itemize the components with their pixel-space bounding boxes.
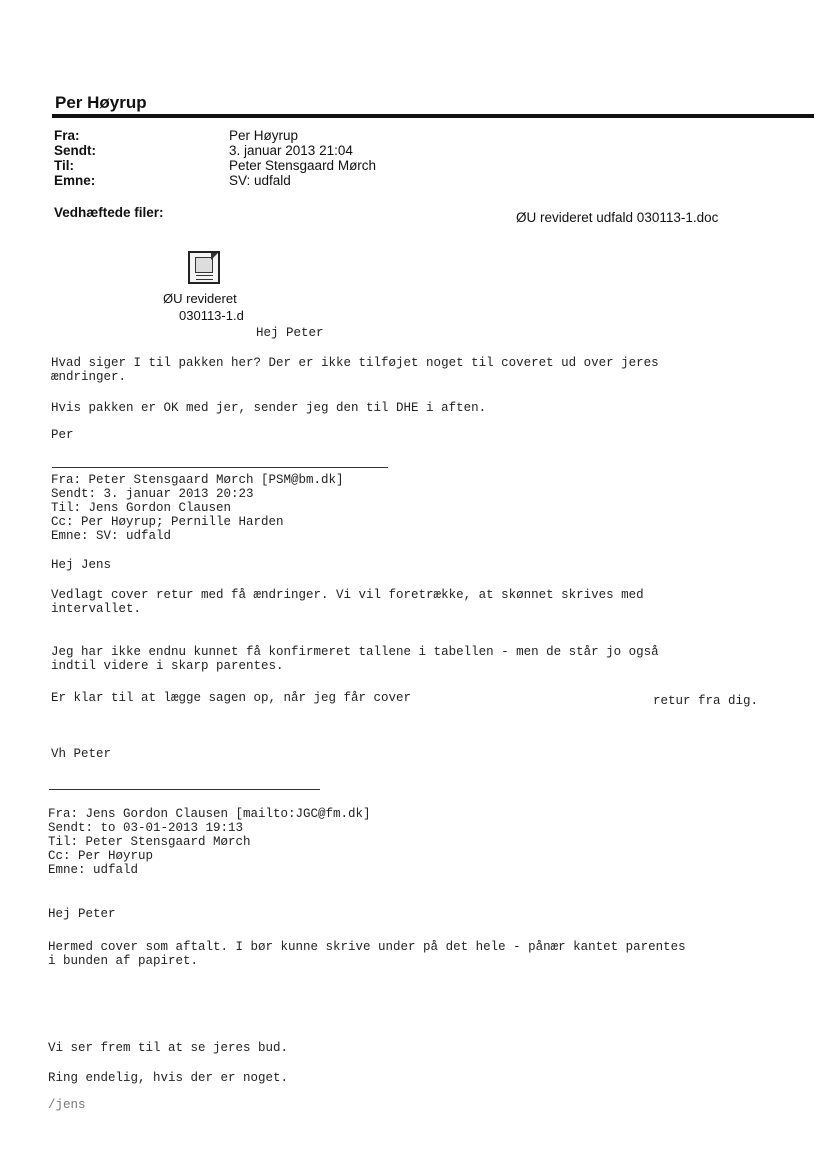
sender-name-title: Per Høyrup [55,93,147,112]
quote1-subject: Emne: SV: udfald [51,529,172,543]
message1-line1: Hvad siger I til pakken her? Der er ikke tilføjet noget til coveret ud over jeres [51,356,659,370]
message1-line3: Hvis pakken er OK med jer, sender jeg den til DHE i aften. [51,401,487,415]
quote1-p3-part1: Er klar til at lægge sagen op, når jeg får cover [51,691,412,705]
quote1-p3-part2: retur fra dig. [653,694,759,708]
quote1-greeting: Hej Jens [51,558,112,572]
quote2-signature: /jens [48,1098,86,1112]
attachment-filename[interactable]: ØU revideret udfald 030113-1.doc [516,210,719,225]
to-value: Peter Stensgaard Mørch [229,158,377,173]
quote1-p1-line1: Vedlagt cover retur med få ændringer. Vi vil foretrække, at skønnet skrives med [51,588,644,602]
quote2-p2: Vi ser frem til at se jeres bud. [48,1041,289,1055]
from-label: Fra: [54,128,80,143]
sent-label: Sendt: [54,143,96,158]
quote1-cc: Cc: Per Høyrup; Pernille Harden [51,515,284,529]
to-label: Til: [54,158,74,173]
subject-value: SV: udfald [229,173,291,188]
quote1-sent: Sendt: 3. januar 2013 20:23 [51,487,254,501]
title-rule [52,114,814,118]
quote2-to: Til: Peter Stensgaard Mørch [48,835,251,849]
quote2-p3: Ring endelig, hvis der er noget. [48,1071,289,1085]
word-document-icon[interactable] [188,251,220,284]
attachment-caption-line1: ØU revideret [163,291,237,306]
quote1-from: Fra: Peter Stensgaard Mørch [PSM@bm.dk] [51,473,344,487]
quote1-to: Til: Jens Gordon Clausen [51,501,232,515]
sent-value: 3. januar 2013 21:04 [229,143,353,158]
quote2-p1-line1: Hermed cover som aftalt. I bør kunne skrive under på det hele - pånær kantet parentes [48,940,686,954]
quote1-p2-line1: Jeg har ikke endnu kunnet få konfirmeret tallene i tabellen - men de står jo også [51,645,659,659]
quote2-p1-line2: i bunden af papiret. [48,954,199,968]
quote1-signature: Vh Peter [51,747,112,761]
quote2-subject: Emne: udfald [48,863,139,877]
quote2-greeting: Hej Peter [48,907,116,921]
attachments-label: Vedhæftede filer: [54,205,164,220]
message1-signature: Per [51,428,74,442]
subject-label: Emne: [54,173,96,188]
from-value: Per Høyrup [229,128,299,143]
message1-line2: ændringer. [51,370,127,384]
quote1-p2-line2: indtil videre i skarp parentes. [51,659,284,673]
quote2-sent: Sendt: to 03-01-2013 19:13 [48,821,244,835]
quote1-p1-line2: intervallet. [51,602,142,616]
attachment-caption-line2: 030113-1.d [179,308,244,323]
quote1-separator [52,467,388,468]
quote2-cc: Cc: Per Høyrup [48,849,154,863]
message1-greeting: Hej Peter [256,326,324,340]
quote2-from: Fra: Jens Gordon Clausen [mailto:JGC@fm.dk] [48,807,371,821]
quote2-separator [49,789,320,790]
